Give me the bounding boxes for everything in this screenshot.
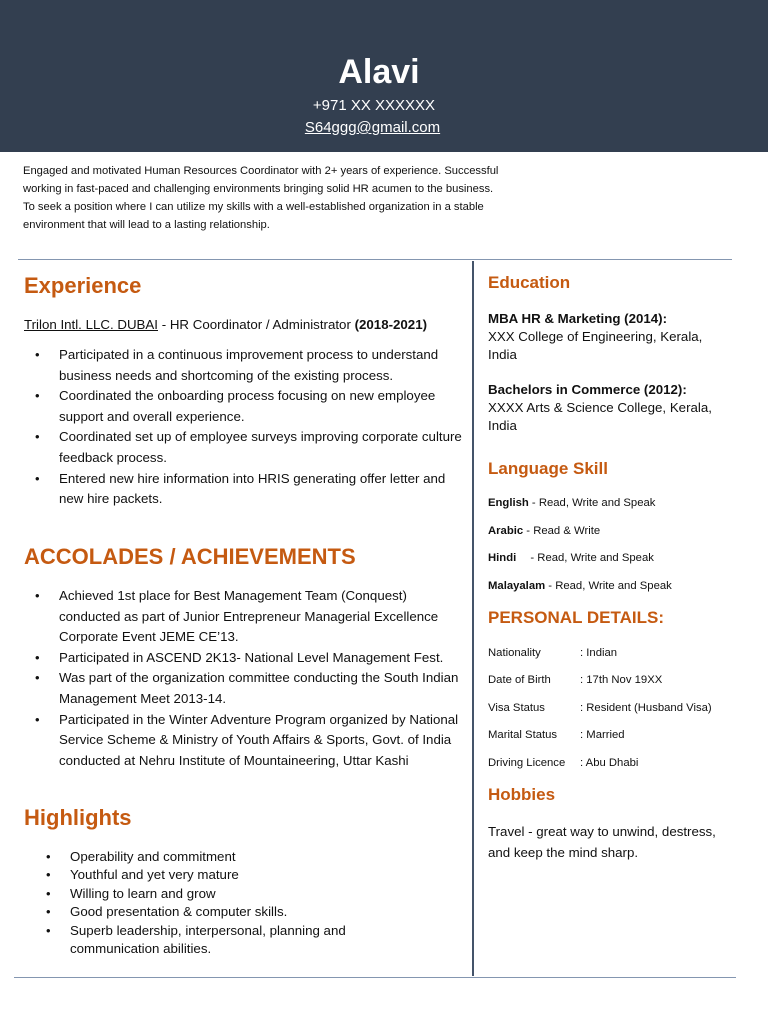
education-heading: Education: [488, 273, 571, 292]
education-item: [488, 310, 728, 364]
summary-line: Engaged and motivated Human Resources Coordinator with 2+ years of experience. Successful: [23, 165, 499, 177]
education-degree: Bachelors in Commerce (2012):: [488, 382, 687, 397]
list-item: • Was part of the organization committee conducting the South Indian Management Meet 2013-14.: [59, 668, 469, 709]
bottom-divider: [14, 977, 736, 978]
detail-label: Date of Birth: [488, 674, 551, 686]
language-item: [488, 523, 600, 539]
experience-heading: Experience: [24, 273, 142, 298]
detail-label: Visa Status: [488, 702, 545, 714]
detail-value: : Married: [580, 729, 625, 741]
email-link[interactable]: S64ggg@gmail.com: [304, 119, 441, 136]
list-item: • Entered new hire information into HRIS generating offer letter and new hire packets.: [59, 469, 467, 510]
summary-line: working in fast-paced and challenging environments bringing solid HR acumen to the business.: [23, 183, 494, 195]
column-divider: [472, 261, 474, 976]
summary-line: To seek a position where I can utilize my skills with a well-established organization in a stable: [23, 201, 484, 213]
language-name: Arabic: [488, 525, 524, 537]
list-item: • Participated in the Winter Adventure Program organized by National Service Scheme & Ministry of Youth Affairs & Sports, Govt. of India conducted at Nehru Institute of Mountaineering, Uttar Kashi: [59, 710, 469, 772]
list-item: • Youthful and yet very mature: [70, 866, 390, 884]
list-item: • Superb leadership, interpersonal, planning and communication abilities.: [70, 922, 390, 959]
education-institution: XXX College of Engineering, Kerala, India: [488, 329, 703, 362]
detail-label: Driving Licence: [488, 757, 566, 769]
accolades-list: [59, 586, 469, 771]
company-name: Trilon Intl. LLC. DUBAI: [24, 317, 158, 332]
list-item: • Good presentation & computer skills.: [70, 903, 390, 921]
list-item: • Participated in a continuous improvement process to understand business needs and shortcoming of the existing process.: [59, 345, 467, 386]
hobbies-heading: Hobbies: [488, 785, 556, 804]
list-item: • Achieved 1st place for Best Management Team (Conquest) conducted as part of Junior Entrepreneur Managerial Excellence Corporate Event JEME CE’13.: [59, 586, 469, 648]
education-item: [488, 381, 728, 435]
education-institution: XXXX Arts & Science College, Kerala, India: [488, 400, 712, 433]
language-heading: Language Skill: [488, 459, 608, 478]
detail-value: : Resident (Husband Visa): [580, 702, 712, 714]
language-item: [488, 550, 654, 566]
language-level: - Read, Write and Speak: [545, 580, 672, 592]
experience-list: [59, 345, 467, 510]
highlights-list: [70, 848, 390, 958]
job-years: (2018-2021): [354, 317, 428, 332]
language-item: [488, 578, 672, 594]
job-role: - HR Coordinator / Administrator: [158, 317, 355, 332]
education-degree: MBA HR & Marketing (2014):: [488, 311, 668, 326]
language-level: - Read & Write: [523, 525, 601, 537]
detail-label: Nationality: [488, 647, 541, 659]
list-item: • Participated in ASCEND 2K13- National Level Management Fest.: [59, 648, 469, 669]
language-item: [488, 495, 655, 511]
highlights-heading: Highlights: [24, 805, 132, 830]
detail-value: : Indian: [580, 647, 618, 659]
language-level: - Read, Write and Speak: [528, 497, 656, 509]
header-banner: [0, 0, 768, 152]
detail-value: : 17th Nov 19XX: [580, 674, 663, 686]
job-title-line: [24, 315, 427, 335]
list-item: • Coordinated the onboarding process focusing on new employee support and overall experience.: [59, 386, 467, 427]
language-level: - Read, Write and Speak: [527, 552, 654, 564]
detail-value: : Abu Dhabi: [580, 757, 639, 769]
hobbies-text: Travel - great way to unwind, destress, and keep the mind sharp.: [488, 824, 716, 860]
detail-label: Marital Status: [488, 729, 558, 741]
language-name: English: [488, 497, 529, 509]
phone-number: +971 XX XXXXXX: [312, 97, 436, 114]
profile-summary: [23, 162, 563, 234]
candidate-name: Alavi: [338, 53, 420, 91]
top-divider: [18, 259, 732, 260]
list-item: • Willing to learn and grow: [70, 885, 390, 903]
summary-line: environment that will lead to a lasting relationship.: [23, 219, 270, 231]
language-name: Hindi: [488, 552, 517, 564]
personal-details-heading: PERSONAL DETAILS:: [488, 608, 664, 627]
list-item: • Operability and commitment: [70, 848, 390, 866]
email-address: [0, 118, 745, 138]
language-name: Malayalam: [488, 580, 546, 592]
accolades-heading: ACCOLADES / ACHIEVEMENTS: [24, 544, 356, 569]
list-item: • Coordinated set up of employee surveys improving corporate culture feedback process.: [59, 427, 467, 468]
